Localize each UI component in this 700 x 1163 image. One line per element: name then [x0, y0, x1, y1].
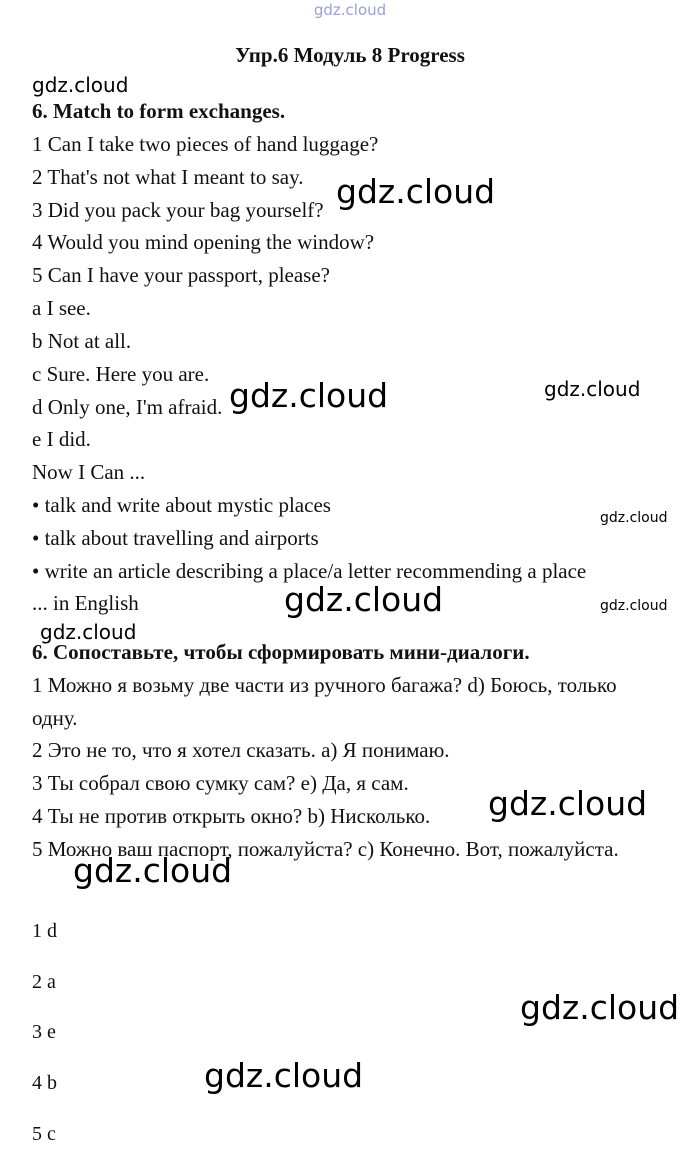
translation-line-2: 2 Это не то, что я хотел сказать. a) Я понимаю. [32, 738, 450, 762]
watermark: gdz.cloud [600, 598, 668, 614]
watermark: gdz.cloud [544, 377, 641, 401]
watermark: gdz.cloud [336, 172, 496, 211]
watermark: gdz.cloud [520, 988, 680, 1027]
question-5: 5 Can I have your passport, please? [32, 263, 330, 287]
watermark: gdz.cloud [600, 510, 668, 526]
response-d: d Only one, I'm afraid. [32, 395, 223, 419]
translation-line-5: 5 Можно ваш паспорт, пожалуйста? c) Конечно. Вот, пожалуйста. [32, 837, 619, 861]
response-a: a I see. [32, 296, 91, 320]
watermark: gdz.cloud [284, 580, 444, 619]
now-i-can-title: Now I Can ... [32, 460, 146, 484]
translation-heading: 6. Сопоставьте, чтобы сформировать мини-диалоги. [32, 640, 530, 664]
now-i-can-item-3: • write an article describing a place/a letter recommending a place [32, 559, 587, 583]
answer-5: 5 c [32, 1123, 56, 1145]
watermark: gdz.cloud [32, 73, 129, 97]
response-e: e I did. [32, 427, 91, 451]
translation-line-1-cont: одну. [32, 706, 78, 730]
top-watermark: gdz.cloud [313, 1, 387, 19]
translation-line-4: 4 Ты не против открыть окно? b) Нисколько. [32, 804, 431, 828]
answer-4: 4 b [32, 1072, 57, 1094]
now-i-can-item-1: • talk and write about mystic places [32, 493, 331, 517]
watermark: gdz.cloud [204, 1056, 364, 1095]
response-b: b Not at all. [32, 329, 132, 353]
question-3: 3 Did you pack your bag yourself? [32, 198, 324, 222]
watermark: gdz.cloud [40, 620, 137, 644]
question-1: 1 Can I take two pieces of hand luggage? [32, 132, 379, 156]
translation-line-1: 1 Можно я возьму две части из ручного багажа? d) Боюсь, только [32, 673, 617, 697]
watermark: gdz.cloud [73, 851, 233, 890]
watermark: gdz.cloud [488, 784, 648, 823]
response-c: c Sure. Here you are. [32, 362, 210, 386]
answer-3: 3 e [32, 1021, 56, 1043]
answer-2: 2 a [32, 971, 56, 993]
question-4: 4 Would you mind opening the window? [32, 230, 375, 254]
watermark: gdz.cloud [229, 376, 389, 415]
question-2: 2 That's not what I meant to say. [32, 165, 304, 189]
now-i-can-footer: ... in English [32, 591, 139, 615]
now-i-can-item-2: • talk about travelling and airports [32, 526, 319, 550]
answer-1: 1 d [32, 920, 57, 942]
translation-line-3: 3 Ты собрал свою сумку сам? e) Да, я сам. [32, 771, 409, 795]
exercise-heading: 6. Match to form exchanges. [32, 99, 286, 123]
page-title: Упр.6 Модуль 8 Progress [235, 43, 465, 67]
